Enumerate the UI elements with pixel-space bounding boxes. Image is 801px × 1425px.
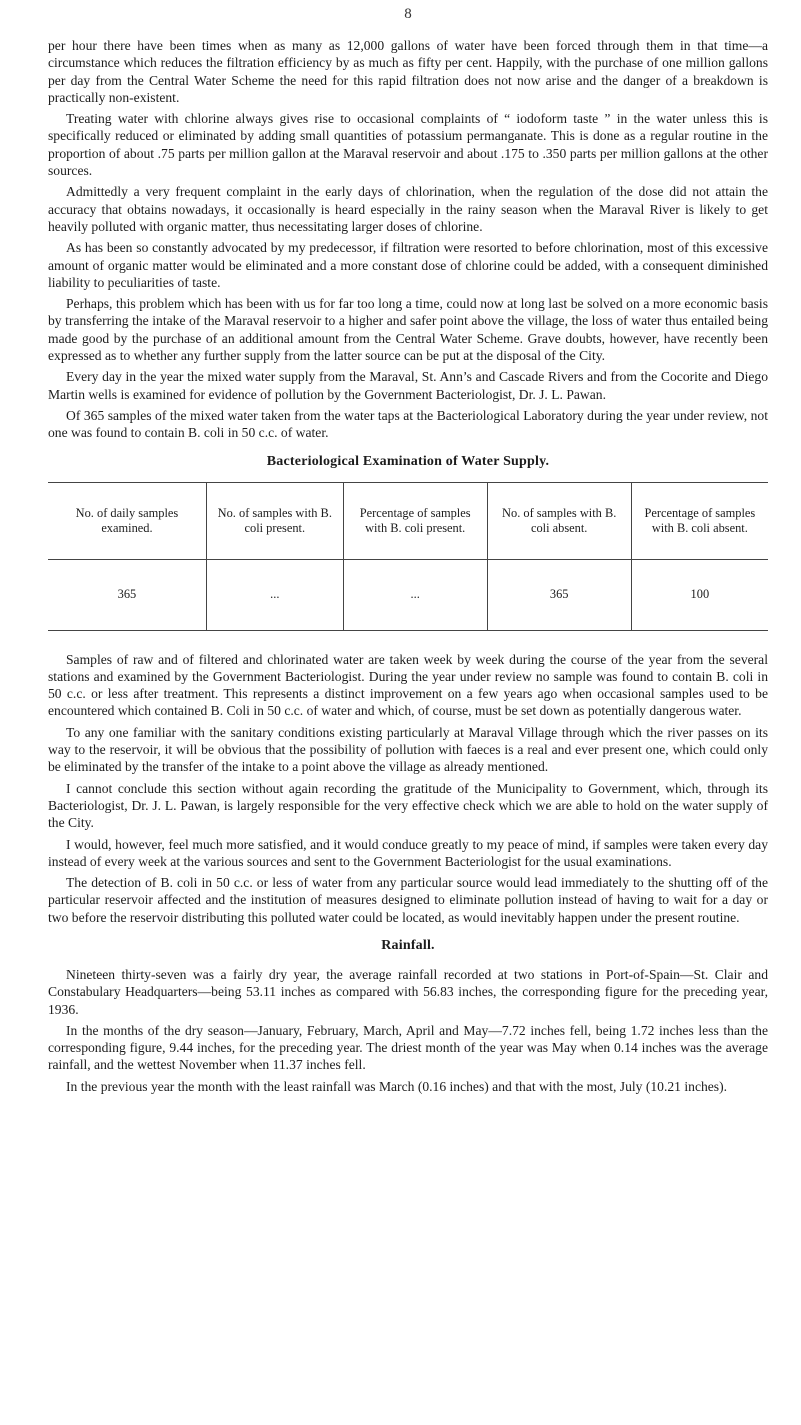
column-header: Percentage of samples with B. coli absent. [631,482,768,559]
rainfall-heading: Rainfall. [381,937,435,953]
table-cell: 365 [487,559,631,630]
paragraph: Every day in the year the mixed water supply from the Maraval, St. Ann’s and Cascade Rivers and from the Cocorite and Diego Martin wells is examined for evidence of pollution by the Government Bacteriologist, Dr. J. L. Pawan. [48,369,768,402]
paragraph: As has been so constantly advocated by my predecessor, if filtration were resorted to before chlorination, most of this excessive amount of organic matter would be eliminated and a more constant dose of chlorine could be added, with a consequent diminished liability to peculiarities of taste. [48,240,768,290]
paragraph: I cannot conclude this section without again recording the gratitude of the Municipality to Government, which, through its Bacteriologist, Dr. J. L. Pawan, is largely responsible for the very effective check which we are able to hold on the water supply of the City. [48,780,768,831]
paragraph: In the previous year the month with the least rainfall was March (0.16 inches) and that with the most, July (10.21 inches). [66,1078,728,1094]
column-header: No. of samples with B. coli present. [206,482,343,559]
table-cell: 100 [631,559,768,630]
paragraph: The detection of B. coli in 50 c.c. or less of water from any particular source would lead immediately to the shutting off of the particular reservoir affected and the institution of measures designed to eliminate pollution instead of having to wait for a day or two before the reservoir distributing this polluted water could be located, as would inevitably happen under the present routine. [48,875,768,925]
table-cell: ... [206,559,343,630]
paragraph: Samples of raw and of filtered and chlorinated water are taken week by week during the course of the year from the several stations and examined by the Government Bacteriologist. During the year under review no sample was found to contain B. coli in 50 c.c. or less after treatment. This represents a distinct improvement on a few years ago when occasional samples used to be encountered which contained B. Coli in 50 c.c. of water and which, of course, must be set down as potentially dangerous water. [48,651,768,719]
paragraph: I would, however, feel much more satisfied, and it would conduce greatly to my peace of mind, if samples were taken every day instead of every week at the various sources and sent to the Government Bacteriologist for the usual examinations. [48,836,768,869]
column-header: No. of samples with B. coli absent. [487,482,631,559]
page-number: 8 [404,6,412,22]
paragraph: Of 365 samples of the mixed water taken from the water taps at the Bacteriological Laboratory during the year under review, not one was found to contain B. coli in 50 c.c. of water. [48,407,768,441]
paragraph: In the months of the dry season—January, February, March, April and May—7.72 inches fell, being 1.72 inches less than the corresponding figure, 9.44 inches, for the preceding year. The driest month of the year was May when 0.14 inches was the average rainfall, and the wettest November when 11.37 inches fell. [48,1022,768,1073]
bacteriological-table [48,482,768,631]
paragraph: Nineteen thirty-seven was a fairly dry year, the average rainfall recorded at two stations in Port-of-Spain—St. Clair and Constabulary Headquarters—being 53.11 inches as compared with 56.83 inches, the corresponding figure for the preceding year, 1936. [48,966,768,1017]
paragraph: Treating water with chlorine always gives rise to occasional complaints of “ iodoform taste ” in the water unless this is specifically reduced or eliminated by adding small quantities of potassium permanganate. This is done as a regular routine in the proportion of about .75 parts per million gallon at the Maraval reservoir and about .175 to .350 parts per million gallons at the other sources. [48,111,768,179]
table-cell: 365 [48,559,206,630]
report-page [48,6,768,1099]
column-header: No. of daily samples examined. [48,482,206,559]
paragraph: To any one familiar with the sanitary conditions existing particularly at Maraval Village through which the river passes on its way to the reservoir, it will be obvious that the possibility of pollution with faeces is a real and ever present one, which could only be eliminated by the transfer of the intake to a point above the village as already mentioned. [48,724,768,775]
table-row [48,559,768,630]
table-title: Bacteriological Examination of Water Supply. [266,453,550,469]
paragraph: Perhaps, this problem which has been with us for far too long a time, could now at long last be solved on a more economic basis by transferring the intake of the Maraval reservoir to a higher and safer point above the village, the loss of water thus entailed being made good by the purchase of an additional amount from the Central Water Scheme. Grave doubts, however, have recently been expressed as to whether any further supply from the latter source can be put at the disposal of the City. [48,296,768,364]
table-header-row [48,482,768,559]
column-header: Percentage of samples with B. coli present. [343,482,487,559]
paragraph: per hour there have been times when as many as 12,000 gallons of water have been forced through them in that time—a circumstance which reduces the filtration efficiency by as much as fifty per cent. Happily, with the purchase of one million gallons per day from the Central Water Scheme the need for this rapid filtration does not now arise and the danger of a breakdown is practically non-existent. [48,38,768,105]
table-cell: ... [343,559,487,630]
paragraph: Admittedly a very frequent complaint in the early days of chlorination, when the regulation of the dose did not attain the accuracy that obtains nowadays, it occasionally is heard especially in the rainy season when the Maraval River is likely to get heavily polluted with organic matter, thus necessitating larger doses of chlorine. [48,184,768,234]
